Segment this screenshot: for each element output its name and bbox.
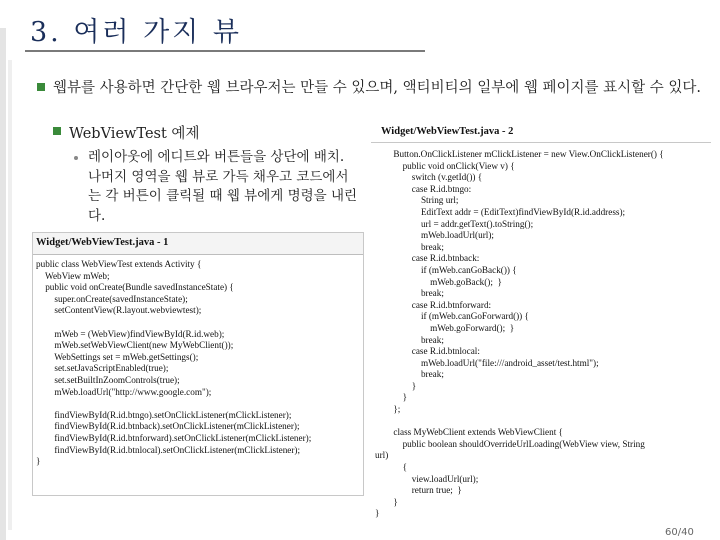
code-box-part2 <box>371 120 711 532</box>
sub-bullet-layout <box>88 148 358 226</box>
left-decor-bar-inner <box>8 60 12 530</box>
sub-bullet-dot-icon <box>74 156 78 160</box>
bullet-square-icon <box>37 83 45 91</box>
bullet-example <box>69 122 199 143</box>
code-listing: public class WebViewTest extends Activity { WebView mWeb; public void onCreate(Bundle savedInstanceState) { super.onCreate(savedInstanceState); setContentView(R.layout.webviewtest); mWeb = (WebView)findViewById(R.id.web); mWeb.setWebViewClient(new MyWebClient()); WebSettings set = mWeb.getSettings(); set.setJavaScriptEnabled(true); set.setBuiltInZoomControls(true); mWeb.loadUrl("http://www.google.com"); findViewById(R.id.btngo).setOnClickListener(mClickListener); findViewById(R.id.btnback).setOnClickListener(mClickListener); findViewById(R.id.btnforward).setOnClickListener(mClickListener); findViewById(R.id.btnlocal).setOnClickListener(mClickListener); } <box>36 259 312 467</box>
slide-title: 3. 여러 가지 뷰 <box>30 17 242 48</box>
left-decor-bar <box>0 28 6 540</box>
bullet-text: WebViewTest 예제 <box>69 126 200 142</box>
bullet-square-icon <box>53 127 61 135</box>
code-box-header: Widget/WebViewTest.java - 2 <box>371 123 711 143</box>
page-number: 60/40 <box>665 527 694 538</box>
title-underline <box>25 50 425 52</box>
bullet-webview-description <box>53 78 703 98</box>
code-box-header: Widget/WebViewTest.java - 1 <box>33 233 363 255</box>
bullet-text: 웹뷰를 사용하면 간단한 웹 브라우저는 만들 수 있으며, 액티비티의 일부에 웹 페이지를 표시할 수 있다. <box>53 80 702 96</box>
code-box-part1 <box>32 232 364 496</box>
code-listing: Button.OnClickListener mClickListener = new View.OnClickListener() { public void onClick(View v) { switch (v.getId()) { case R.id.btngo: String url; EditText addr = (EditText)findViewById(R.id.address); url = addr.getText().toString(); mWeb.loadUrl(url); break; case R.id.btnback: if (mWeb.canGoBack()) { mWeb.goBack(); } break; case R.id.btnforward: if (mWeb.canGoForward()) { mWeb.goForward(); } break; case R.id.btnlocal: mWeb.loadUrl("file:///android_asset/test.html"); break; } } }; class MyWebClient extends WebViewClient { public boolean shouldOverrideUrlLoading(WebView view, String url) { view.loadUrl(url); return true; } } } <box>375 149 664 519</box>
sub-bullet-text: 레이아웃에 에디트와 버튼들을 상단에 배치. 나머지 영역을 웹 뷰로 가득 채우고 코드에서는 각 버튼이 클릭될 때 웹 뷰에게 명령을 내린다. <box>88 149 358 224</box>
